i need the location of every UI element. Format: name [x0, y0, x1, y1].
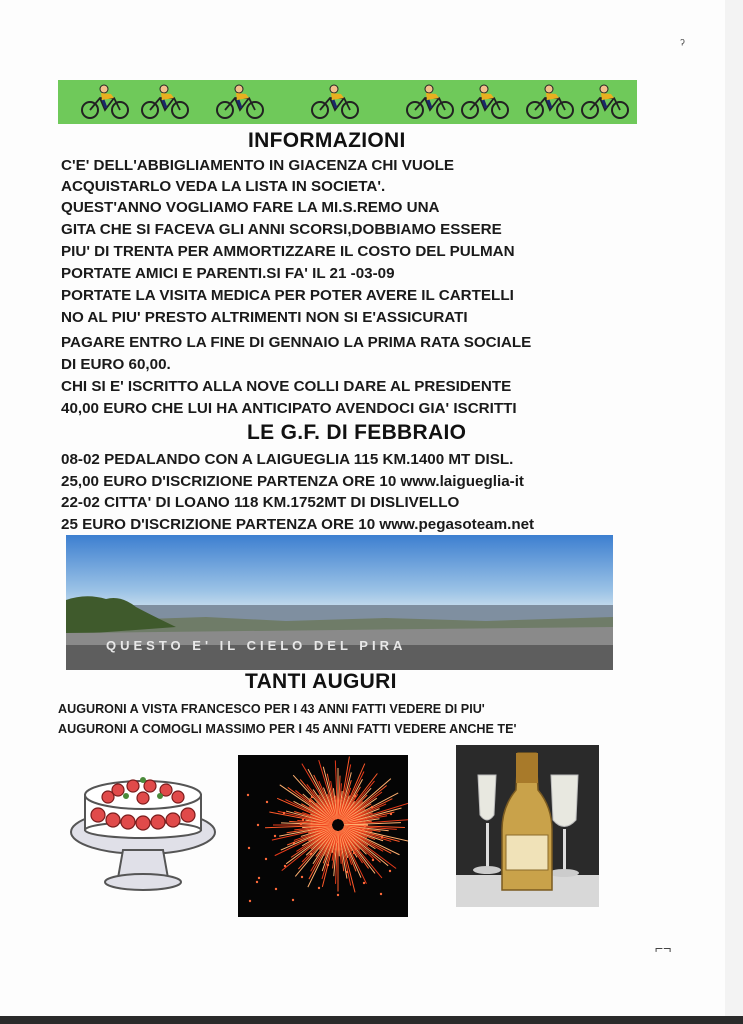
info-line: PORTATE LA VISITA MEDICA PER POTER AVERE IL CARTELLI — [61, 287, 514, 304]
cyclist-icon — [308, 84, 362, 120]
scan-mark: ⌐¬ — [655, 940, 672, 956]
scan-border — [0, 1016, 743, 1024]
info-line: CHI SI E' ISCRITTO ALLA NOVE COLLI DARE AL PRESIDENTE — [61, 378, 512, 395]
info-line: PIU' DI TRENTA PER AMMORTIZZARE IL COSTO DEL PULMAN — [61, 243, 515, 260]
info-line: GITA CHE SI FACEVA GLI ANNI SCORSI,DOBBIAMO ESSERE — [61, 221, 502, 238]
gf-line: 25,00 EURO D'ISCRIZIONE PARTENZA ORE 10 www.laigueglia-it — [61, 473, 524, 490]
info-line: DI EURO 60,00. — [61, 356, 171, 373]
champagne-image — [456, 745, 599, 907]
info-line: NO AL PIU' PRESTO ALTRIMENTI NON SI E'ASSICURATI — [61, 309, 468, 326]
scan-mark: ˀ — [680, 36, 685, 52]
cyclist-icon — [458, 84, 512, 120]
cyclist-icon — [213, 84, 267, 120]
cyclist-icon — [78, 84, 132, 120]
cyclist-icon — [578, 84, 632, 120]
info-line: PORTATE AMICI E PARENTI.SI FA' IL 21 -03-09 — [61, 265, 395, 282]
info-line: C'E' DELL'ABBIGLIAMENTO IN GIACENZA CHI VUOLE — [61, 157, 455, 174]
fireworks-image — [238, 755, 408, 917]
info-title: INFORMAZIONI — [248, 129, 406, 152]
cyclist-icon — [523, 84, 577, 120]
cake-image — [68, 770, 218, 900]
info-line: ACQUISTARLO VEDA LA LISTA IN SOCIETA'. — [61, 178, 386, 195]
auguri-line: AUGURONI A COMOGLI MASSIMO PER I 45 ANNI FATTI VEDERE ANCHE TE' — [58, 722, 517, 736]
auguri-line: AUGURONI A VISTA FRANCESCO PER I 43 ANNI FATTI VEDERE DI PIU' — [58, 702, 485, 716]
cyclist-banner — [58, 80, 637, 124]
gf-line: 25 EURO D'ISCRIZIONE PARTENZA ORE 10 www.pegasoteam.net — [61, 516, 535, 533]
info-line: QUEST'ANNO VOGLIAMO FARE LA MI.S.REMO UNA — [61, 199, 440, 216]
auguri-title: TANTI AUGURI — [245, 670, 397, 693]
cyclist-icon — [403, 84, 457, 120]
info-line: 40,00 EURO CHE LUI HA ANTICIPATO AVENDOCI GIA' ISCRITTI — [61, 400, 517, 417]
cyclist-icon — [138, 84, 192, 120]
panorama-photo — [66, 535, 613, 670]
gf-line: 22-02 CITTA' DI LOANO 118 KM.1752MT DI DISLIVELLO — [61, 494, 460, 511]
gf-title: LE G.F. DI FEBBRAIO — [247, 421, 467, 444]
wall-text: QUESTO E' IL CIELO DEL PIRA — [106, 638, 407, 653]
page-edge — [725, 0, 743, 1024]
gf-line: 08-02 PEDALANDO CON A LAIGUEGLIA 115 KM.1400 MT DISL. — [61, 451, 514, 468]
info-line: PAGARE ENTRO LA FINE DI GENNAIO LA PRIMA RATA SOCIALE — [61, 334, 532, 351]
